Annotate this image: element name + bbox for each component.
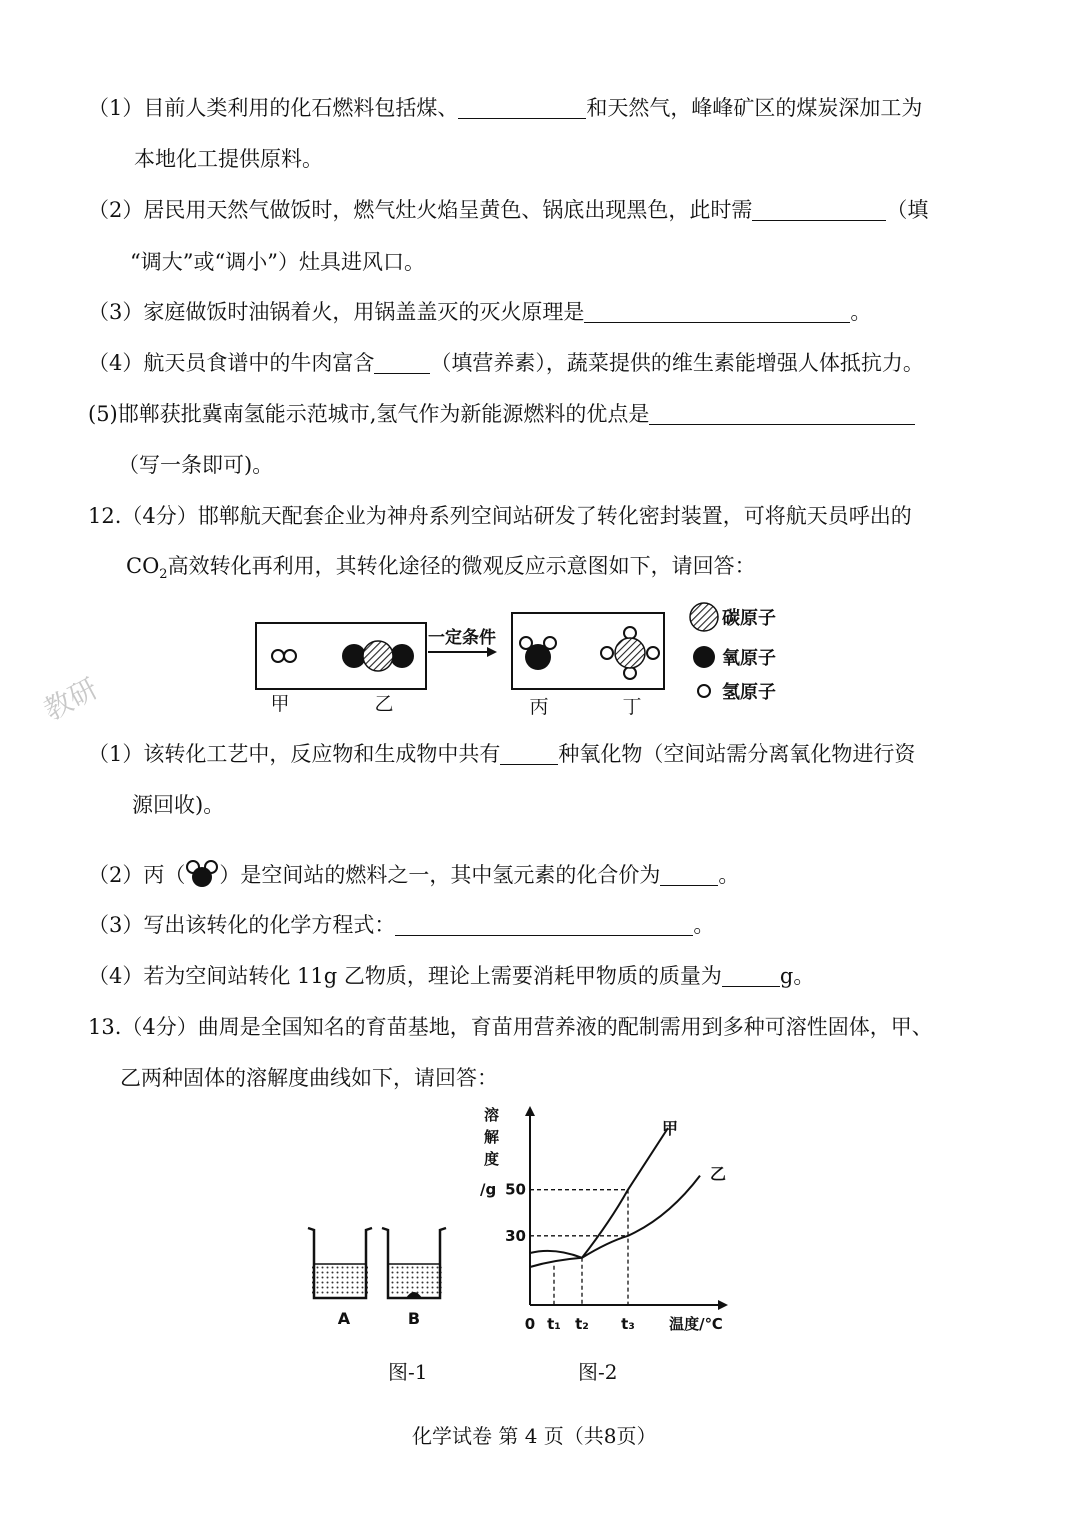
answer-blank[interactable] (395, 913, 693, 936)
y-axis-unit: /g (480, 1180, 497, 1199)
beaker-a (308, 1228, 372, 1328)
label-jia: 甲 (270, 693, 290, 715)
beaker-a-label: A (337, 1309, 351, 1328)
text: （填营养素），蔬菜提供的维生素能增强人体抵抗力。 (430, 351, 924, 375)
q11-part4 (88, 349, 924, 377)
text: （4）航天员食谱中的牛肉富含 (88, 351, 375, 375)
answer-blank[interactable] (722, 964, 780, 987)
y-axis-label-3: 度 (484, 1150, 500, 1168)
answer-blank[interactable] (660, 863, 718, 886)
text: 和天然气，峰峰矿区的煤炭深加工为 (586, 96, 923, 120)
text: g。 (779, 964, 815, 988)
legend-oxygen (693, 646, 776, 669)
figure-2-solubility-chart (470, 1100, 740, 1340)
text: （1）该转化工艺中，反应物和生成物中共有 (88, 742, 501, 766)
x-axis-label: 温度/℃ (669, 1315, 723, 1333)
q12-heading-line2 (126, 552, 756, 589)
text: （2）丙（ (88, 863, 186, 887)
water-molecule-icon (185, 858, 219, 888)
answer-blank[interactable] (584, 300, 850, 323)
legend-hydrogen (698, 681, 776, 703)
q12-sub2 (88, 858, 739, 889)
beaker-b-label: B (407, 1309, 421, 1328)
answer-blank[interactable] (752, 198, 886, 221)
page-footer: 化学试卷 第 4 页（共8页） (412, 1424, 657, 1448)
x-tick-label: t₂ (575, 1315, 589, 1333)
series-jia-label: 甲 (662, 1119, 679, 1138)
x-tick-label: 0 (524, 1315, 536, 1333)
q11-part1-line2: 本地化工提供原料。 (134, 147, 323, 171)
svg-text:碳原子: 碳原子 (722, 608, 776, 629)
text: ）是空间站的燃料之一，其中氢元素的化合价为 (219, 863, 661, 887)
beaker-b (382, 1228, 446, 1328)
label-yi: 乙 (374, 693, 394, 715)
text: 。 (850, 300, 872, 324)
q11-part3 (88, 298, 871, 326)
x-axis-arrow (718, 1300, 728, 1310)
co2-subscript: 2 (159, 567, 168, 583)
answer-blank[interactable] (374, 351, 430, 374)
q12-sub1-line1 (88, 740, 915, 768)
text: （3）家庭做饭时油锅着火，用锅盖盖灭的灭火原理是 (88, 300, 585, 324)
reaction-diagram (250, 595, 790, 725)
co2-formula: CO (126, 554, 160, 578)
text: （4）若为空间站转化 11g 乙物质，理论上需要消耗甲物质的质量为 (88, 964, 722, 988)
text: 。 (693, 913, 715, 937)
q12-sub3 (88, 911, 714, 939)
series-yi-label: 乙 (710, 1164, 727, 1184)
answer-blank[interactable] (500, 742, 558, 765)
x-tick-label: t₃ (621, 1315, 635, 1333)
q13-heading: 13.（4分）曲周是全国知名的育苗基地，育苗用营养液的配制需用到多种可溶性固体，甲、 (88, 1015, 933, 1039)
label-bing: 丙 (529, 696, 549, 718)
q13-heading-line2: 乙两种固体的溶解度曲线如下，请回答： (120, 1066, 498, 1090)
molecule-jia-h2 (272, 650, 296, 662)
svg-text:氧原子: 氧原子 (722, 648, 776, 669)
text: 高效转化再利用，其转化途径的微观反应示意图如下，请回答： (167, 554, 756, 578)
text: 种氧化物（空间站需分离氧化物进行资 (558, 742, 916, 766)
text: （填 (886, 198, 929, 222)
y-axis-arrow (525, 1106, 535, 1116)
molecule-ding-ch4 (601, 627, 659, 679)
q11-part2-line1 (88, 196, 928, 224)
legend-carbon (690, 603, 776, 631)
q11-part5-line1 (88, 400, 915, 428)
answer-blank[interactable] (649, 402, 915, 425)
q11-part5-line2: （写一条即可)。 (118, 453, 274, 477)
y-tick-label: 50 (505, 1180, 526, 1199)
q12-sub4 (88, 962, 814, 990)
reaction-condition: 一定条件 (428, 628, 496, 648)
text: （1）目前人类利用的化石燃料包括煤、 (88, 96, 459, 120)
arrow-head (487, 647, 497, 657)
molecule-yi-co2 (342, 641, 414, 671)
label-ding: 丁 (622, 696, 642, 718)
q11-part2-line2: “调大”或“调小”）灶具进风口。 (130, 250, 425, 274)
text: (5)邯郸获批冀南氢能示范城市,氢气作为新能源燃料的优点是 (88, 402, 650, 426)
figure-1-beakers (300, 1220, 460, 1330)
molecule-bing-h2o (520, 637, 556, 670)
watermark: 教研 (38, 671, 104, 728)
q11-part1-line1 (88, 94, 922, 122)
svg-text:氢原子: 氢原子 (722, 682, 776, 703)
text: （3）写出该转化的化学方程式： (88, 913, 396, 937)
q12-sub1-line2: 源回收)。 (132, 793, 225, 817)
figure-2-caption: 图-2 (578, 1360, 618, 1384)
figure-1-caption: 图-1 (388, 1360, 428, 1384)
series-jia-curve (530, 1128, 668, 1267)
text: 。 (718, 863, 740, 887)
y-tick-label: 30 (505, 1226, 526, 1245)
answer-blank[interactable] (458, 96, 586, 119)
x-tick-label: t₁ (547, 1315, 561, 1333)
q12-heading: 12.（4分）邯郸航天配套企业为神舟系列空间站研发了转化密封装置，可将航天员呼出的 (88, 504, 912, 528)
text: （2）居民用天然气做饭时，燃气灶火焰呈黄色、锅底出现黑色，此时需 (88, 198, 753, 222)
series-yi-curve (530, 1176, 700, 1258)
y-axis-label-1: 溶 (484, 1106, 500, 1124)
y-axis-label-2: 解 (484, 1128, 500, 1146)
